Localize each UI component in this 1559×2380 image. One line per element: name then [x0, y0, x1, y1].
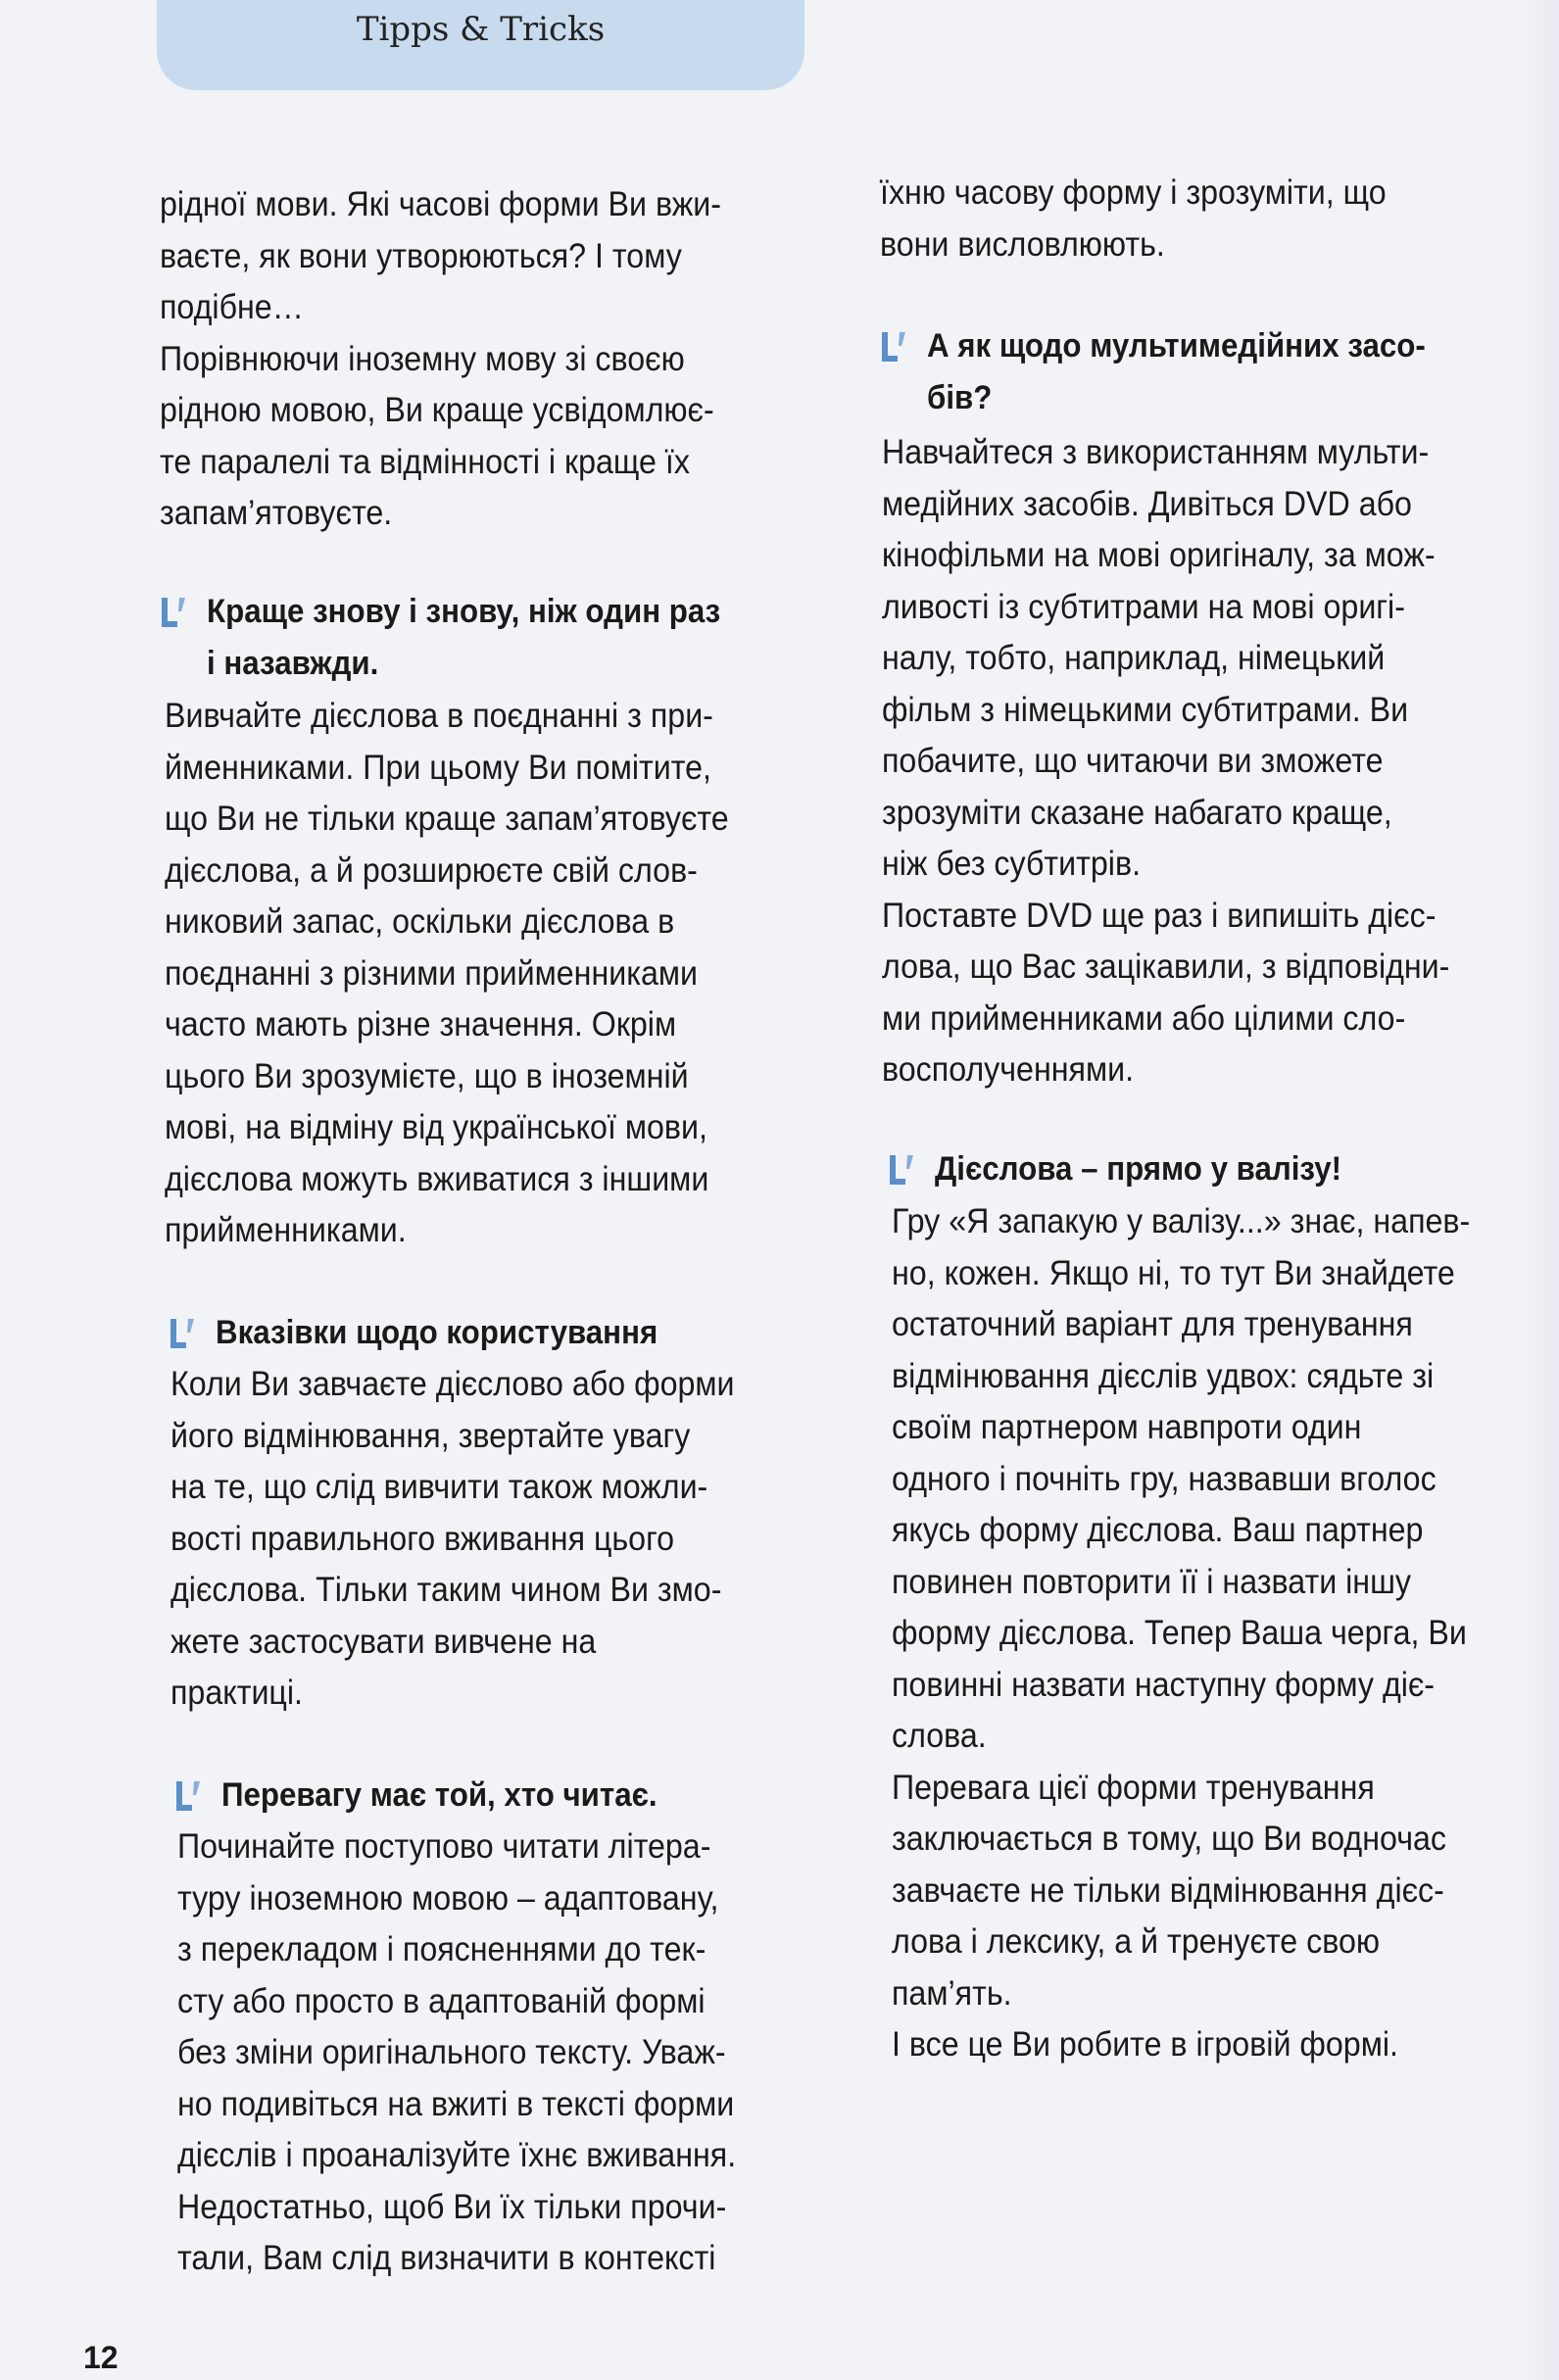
- text-line: налу, тобто, наприклад, німецький: [882, 639, 1386, 677]
- text-line: туру іноземною мовою – адаптовану,: [177, 1878, 719, 1918]
- heading-suitcase: [888, 1143, 1377, 1195]
- text-line: Навчайтеся з використанням мульти-: [882, 433, 1430, 471]
- text-line: пам’ять.: [892, 1973, 1012, 2013]
- text-line: практиці.: [171, 1674, 303, 1712]
- text-line: вони висловлюють.: [880, 224, 1165, 264]
- body-reading: [177, 1821, 785, 2285]
- text-line: часто мають різне значення. Окрім: [165, 1005, 677, 1044]
- text-line: дієслів і проаналізуйте їхнє вживання.: [177, 2136, 737, 2174]
- text-line: завчаєте не тільки відмінювання дієс-: [892, 1870, 1444, 1910]
- text-line: лова і лексику, а й тренуєте свою: [892, 1922, 1381, 1961]
- heading-usage: [169, 1307, 696, 1359]
- body-suitcase: [892, 1196, 1521, 2071]
- text-line: без зміни оригінального тексту. Уваж-: [177, 2033, 726, 2071]
- text-line: жете застосувати вивчене на: [171, 1622, 597, 1661]
- text-line: никовий запас, оскільки дієслова в: [165, 902, 675, 941]
- text-line: цього Ви зрозумієте, що в іноземній: [165, 1056, 689, 1095]
- right-intro: [880, 168, 1431, 270]
- text-line: їхню часову форму і зрозуміти, що: [880, 173, 1387, 212]
- text-line: Недостатньо, щоб Ви їх тільки прочи-: [177, 2187, 727, 2226]
- page-number: 12: [83, 2340, 119, 2375]
- text-line: рідною мовою, Ви краще усвідомлює-: [160, 391, 714, 429]
- text-line: Порівнюючи іноземну мову зі своєю: [160, 339, 685, 378]
- text-line: сту або просто в адаптованій формі: [177, 1981, 706, 2020]
- text-line: А як щодо мультимедійних засо-: [927, 327, 1426, 364]
- text-line: Дієслова – прямо у валізу!: [935, 1150, 1342, 1188]
- text-line: Перевага цієї форми тренування: [892, 1768, 1375, 1807]
- text-line: ваєте, як вони утворюються? І тому: [160, 236, 682, 275]
- text-line: повинен повторити її і назвати іншу: [892, 1562, 1412, 1601]
- text-line: його відмінювання, звертайте увагу: [171, 1416, 691, 1455]
- text-line: восполученнями.: [882, 1050, 1135, 1089]
- text-line: ливості із субтитрами на мові оригі-: [882, 587, 1405, 626]
- tip-marker-icon: [888, 1153, 917, 1187]
- text-line: мові, на відміну від української мови,: [165, 1108, 707, 1146]
- body-usage: [171, 1359, 784, 1720]
- page-edge-shadow: [1520, 0, 1559, 2380]
- text-line: запам’ятовуєте.: [160, 494, 393, 532]
- text-line: медійних засобів. Дивіться DVD або: [882, 484, 1412, 523]
- section-header-tab: [157, 0, 804, 90]
- text-line: дієслова. Тільки таким чином Ви змо-: [171, 1571, 722, 1609]
- text-line: поєднанні з різними прийменниками: [165, 953, 699, 993]
- text-line: і назавжди.: [207, 644, 379, 682]
- text-line: побачите, що читаючи ви зможете: [882, 742, 1384, 780]
- text-line: вості правильного вживання цього: [171, 1519, 675, 1558]
- left-intro: [160, 179, 770, 540]
- tip-marker-icon: [880, 330, 909, 364]
- text-line: дієслова можуть вживатися з іншими: [165, 1159, 709, 1198]
- text-line: відмінювання дієслів удвох: сядьте зі: [892, 1356, 1435, 1395]
- text-line: одного і почніть гру, назвавши вголос: [892, 1459, 1437, 1498]
- text-line: дієслова, а й розширюєте свій слов-: [165, 850, 698, 890]
- heading-reading: [174, 1770, 695, 1821]
- text-line: фільм з німецькими субтитрами. Ви: [882, 690, 1409, 729]
- text-line: Вивчайте дієслова в поєднанні з при-: [165, 697, 713, 735]
- text-line: Гру «Я запакую у валізу...» знає, напев-: [892, 1202, 1471, 1240]
- text-line: бів?: [927, 378, 993, 416]
- body-multimedia: [882, 427, 1499, 1096]
- text-line: на те, що слід вивчити також можли-: [171, 1468, 708, 1506]
- text-line: заключається в тому, що Ви водночас: [892, 1820, 1446, 1858]
- text-line: Поставте DVD ще раз і випишіть дієс-: [882, 896, 1437, 935]
- text-line: своїм партнером навпроти один: [892, 1408, 1362, 1446]
- text-line: з перекладом і поясненнями до тек-: [177, 1930, 706, 1968]
- heading-multimedia: [880, 320, 1469, 423]
- section-title: Tipps & Tricks: [356, 10, 606, 49]
- text-line: ніж без субтитрів.: [882, 845, 1142, 883]
- text-line: кінофільми на мові оригіналу, за мож-: [882, 536, 1436, 574]
- text-line: слова.: [892, 1717, 987, 1755]
- text-line: Коли Ви завчаєте дієслово або форми: [171, 1365, 735, 1403]
- text-line: тали, Вам слід визначити в контексті: [177, 2239, 716, 2277]
- text-line: що Ви не тільки краще запам’ятовуєте: [165, 800, 729, 838]
- tip-marker-icon: [169, 1317, 198, 1350]
- text-line: но подивіться на вжиті в тексті форми: [177, 2084, 735, 2123]
- text-line: лова, що Вас зацікавили, з відповідни-: [882, 947, 1450, 986]
- text-line: но, кожен. Якщо ні, то тут Ви знайдете: [892, 1253, 1455, 1292]
- text-line: Краще знову і знову, ніж один раз: [207, 593, 721, 630]
- text-line: ми прийменниками або цілими сло-: [882, 998, 1406, 1038]
- text-line: Перевагу має той, хто читає.: [221, 1776, 658, 1814]
- text-line: форму дієслова. Тепер Ваша черга, Ви: [892, 1614, 1467, 1652]
- text-line: те паралелі та відмінності і краще їх: [160, 442, 690, 481]
- text-line: йменниками. При цьому Ви помітите,: [165, 748, 711, 787]
- text-line: рідної мови. Які часові форми Ви вжи-: [160, 185, 721, 223]
- text-line: повинні назвати наступну форму діє-: [892, 1665, 1436, 1704]
- text-line: І все це Ви робите в ігровій формі.: [892, 2025, 1398, 2064]
- heading-repeat: [160, 586, 765, 689]
- tip-marker-icon: [160, 596, 189, 629]
- text-line: Вказівки щодо користування: [216, 1314, 658, 1351]
- text-line: подібне…: [160, 288, 304, 326]
- body-repeat: [165, 691, 778, 1257]
- text-line: зрозуміти сказане набагато краще,: [882, 793, 1392, 832]
- text-line: остаточний варіант для тренування: [892, 1305, 1413, 1343]
- text-line: прийменниками.: [165, 1211, 407, 1249]
- text-line: Починайте поступово читати літера-: [177, 1827, 711, 1866]
- tip-marker-icon: [174, 1779, 204, 1813]
- text-line: якусь форму дієслова. Ваш партнер: [892, 1511, 1424, 1549]
